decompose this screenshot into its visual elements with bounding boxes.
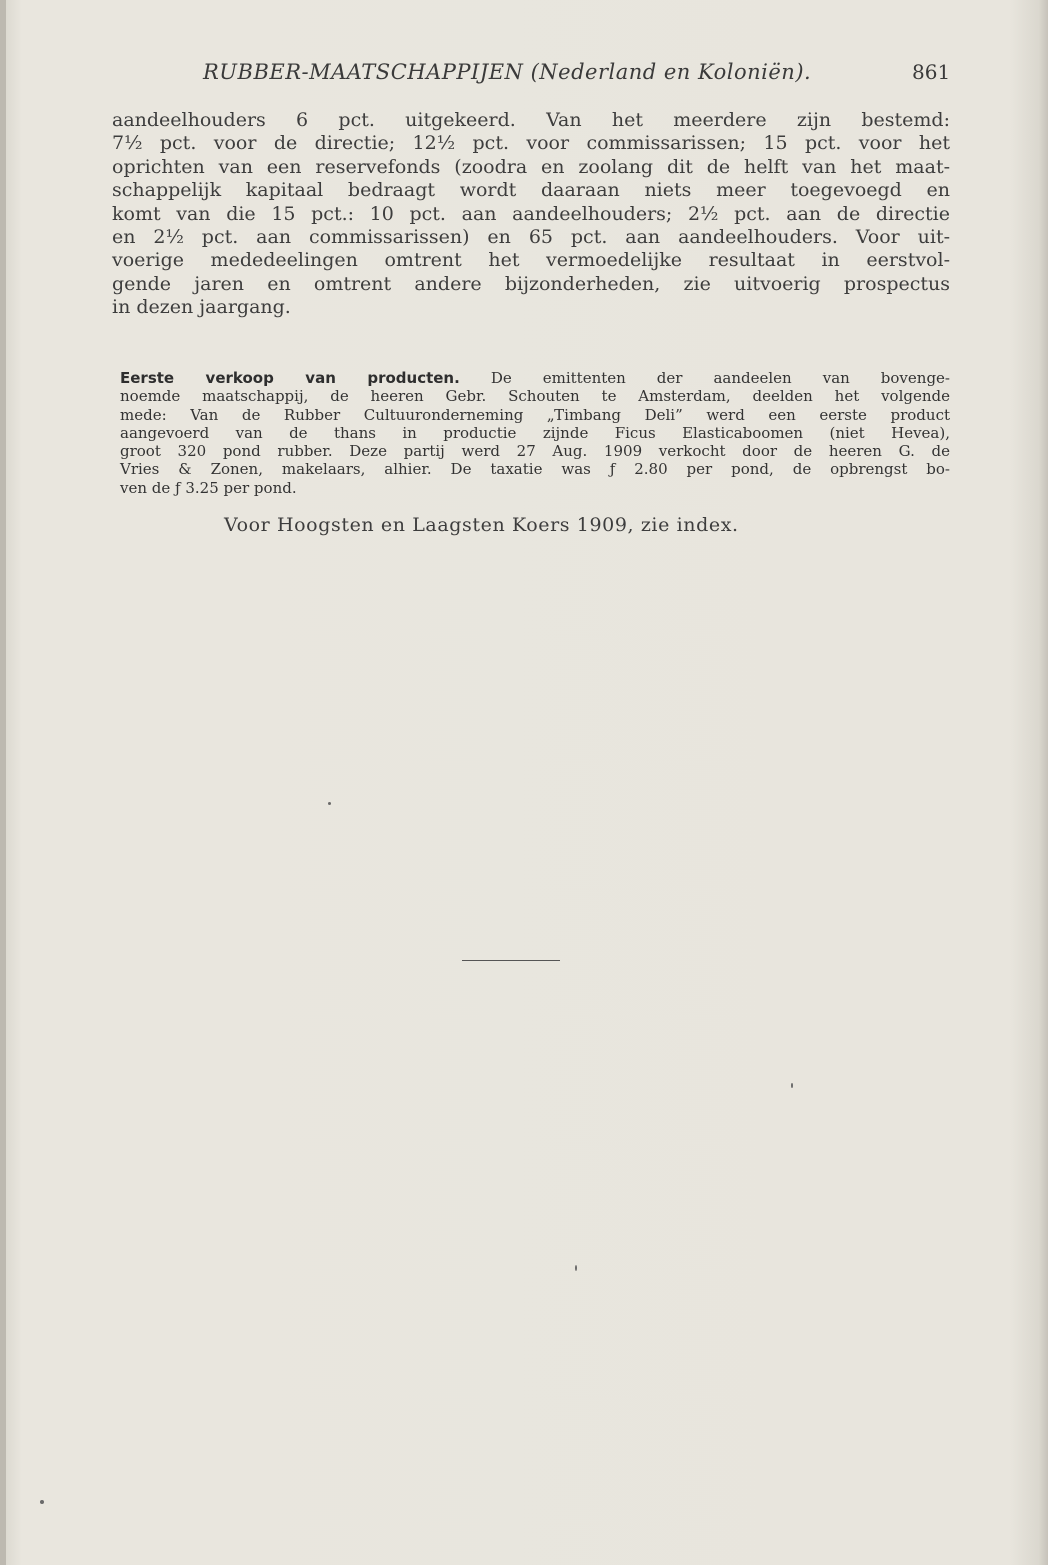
text-line: ven de ƒ 3.25 per pond. bbox=[120, 478, 297, 497]
section-divider bbox=[462, 960, 560, 961]
page-number: 861 bbox=[912, 60, 951, 84]
text-line: aangevoerd van de thans in productie zijnde Ficus Elasticaboomen (niet Hevea), bbox=[120, 423, 950, 442]
text-line: noemde maatschappij, de heeren Gebr. Schouten te Amsterdam, deelden het volgende bbox=[120, 387, 950, 406]
scan-speck bbox=[40, 1500, 44, 1504]
scan-speck bbox=[328, 802, 331, 805]
text-line: in dezen jaargang. bbox=[112, 296, 291, 319]
page-right-edge bbox=[1038, 0, 1048, 1565]
text-line: 7½ pct. voor de directie; 12½ pct. voor commissarissen; 15 pct. voor het bbox=[112, 132, 950, 155]
text-line: gende jaren en omtrent andere bijzonderheden, zie uitvoerig prospectus bbox=[112, 272, 950, 295]
section-paragraph bbox=[120, 369, 950, 497]
running-head: RUBBER-MAATSCHAPPIJEN (Nederland en Koloniën). bbox=[203, 60, 812, 84]
page-left-edge bbox=[0, 0, 6, 1565]
text-line: schappelijk kapitaal bedraagt wordt daaraan niets meer toegevoegd en bbox=[112, 179, 950, 202]
koers-note: Voor Hoogsten en Laagsten Koers 1909, zie index. bbox=[224, 514, 739, 536]
text-line: voerige mededeelingen omtrent het vermoedelijke resultaat in eerstvol- bbox=[112, 249, 950, 272]
text-line: mede: Van de Rubber Cultuuronderneming „Timbang Deli” werd een eerste product bbox=[120, 405, 950, 424]
text-line: groot 320 pond rubber. Deze partij werd 27 Aug. 1909 verkocht door de heeren G. de bbox=[120, 442, 950, 461]
text-line: aandeelhouders 6 pct. uitgekeerd. Van het meerdere zijn bestemd: bbox=[112, 109, 950, 131]
section-first-line bbox=[120, 369, 950, 387]
text-line: Vries & Zonen, makelaars, alhier. De taxatie was ƒ 2.80 per pond, de opbrengst bo- bbox=[120, 460, 950, 479]
section-first-line-text: De emittenten der aandeelen van bovenge- bbox=[459, 369, 950, 387]
scan-speck bbox=[791, 1083, 793, 1088]
scan-speck bbox=[575, 1265, 577, 1271]
text-line: en 2½ pct. aan commissarissen) en 65 pct. aan aandeelhouders. Voor uit- bbox=[112, 225, 950, 248]
section-heading: Eerste verkoop van producten. bbox=[120, 369, 460, 387]
main-paragraph bbox=[112, 109, 950, 320]
text-line: komt van die 15 pct.: 10 pct. aan aandeelhouders; 2½ pct. aan de directie bbox=[112, 202, 950, 225]
text-line: oprichten van een reservefonds (zoodra en zoolang dit de helft van het maat- bbox=[112, 155, 950, 178]
